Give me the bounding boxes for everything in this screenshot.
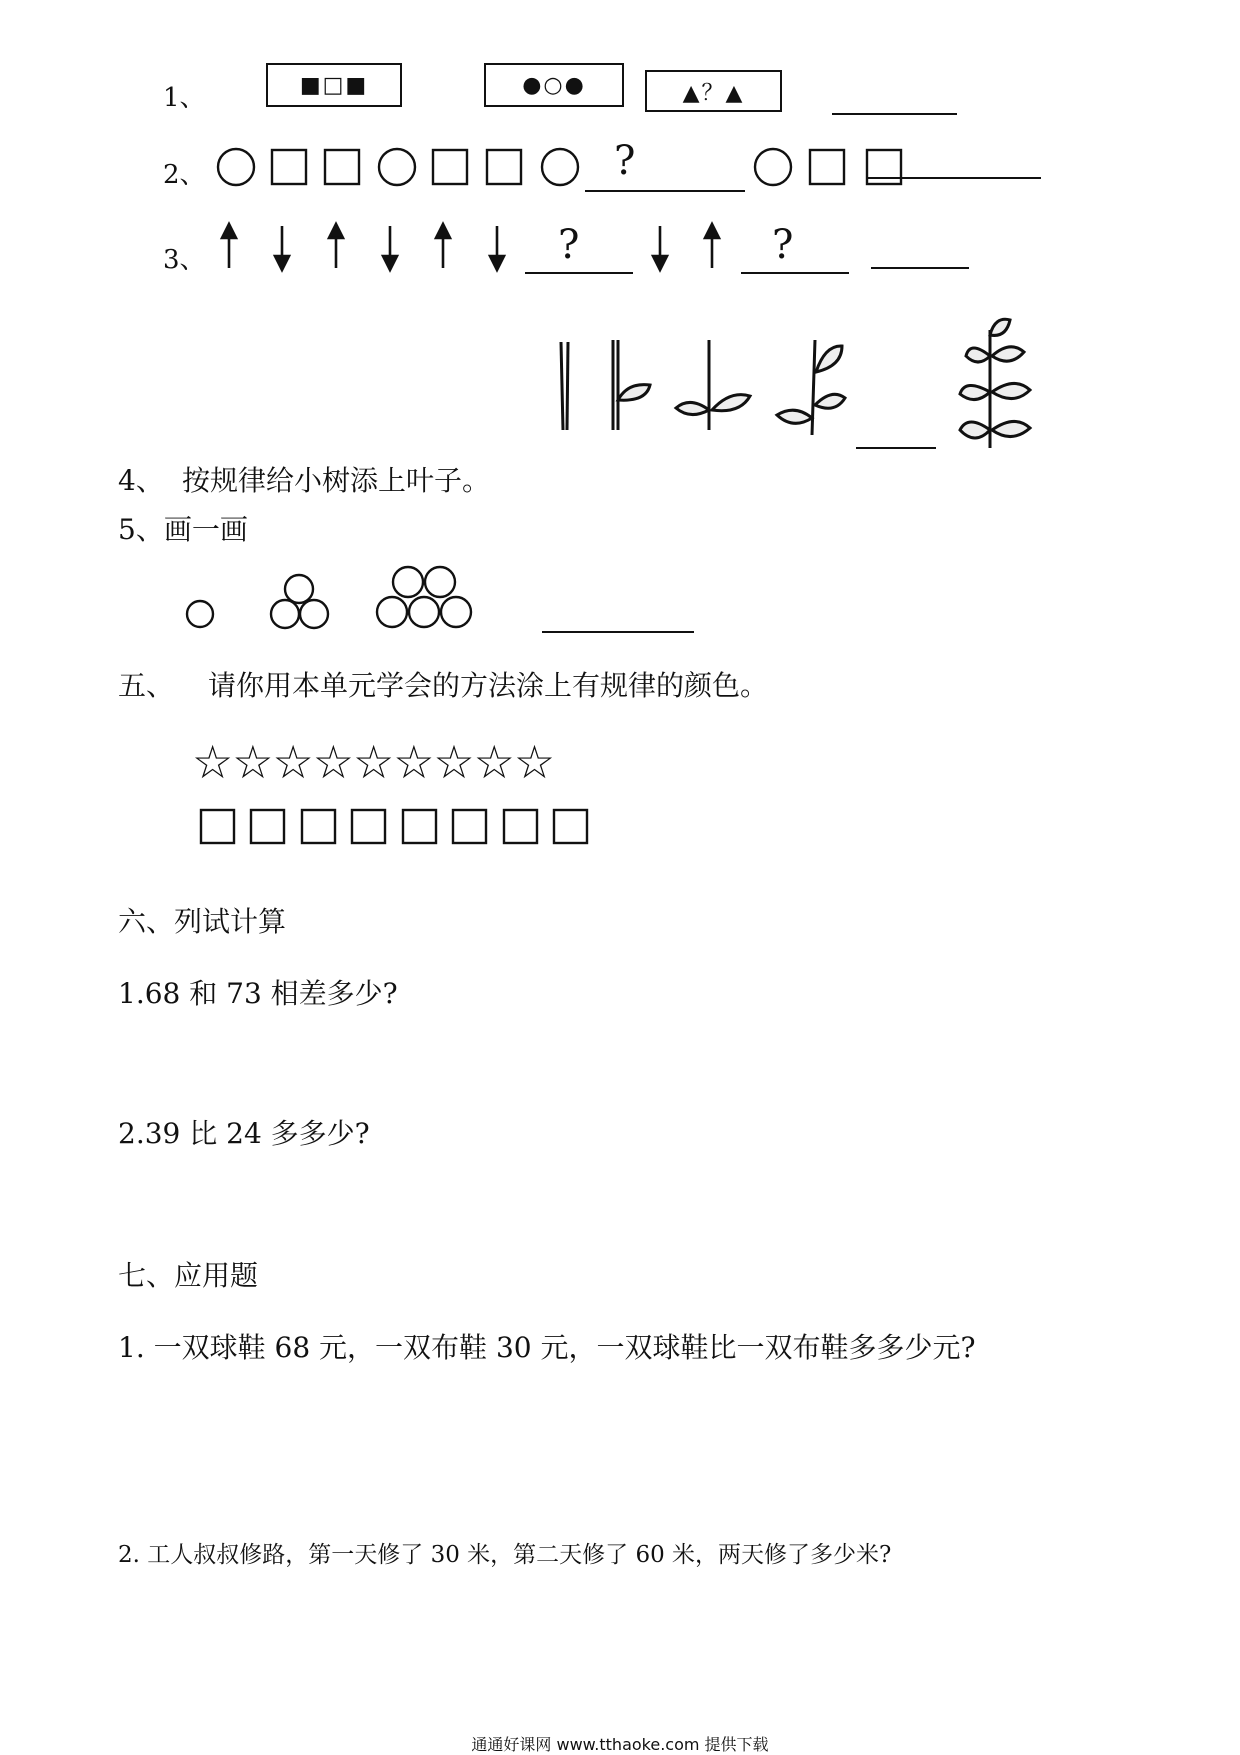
pattern-box-3: ▲？▲ xyxy=(645,70,782,112)
section6-title: 六、列试计算 xyxy=(118,905,287,938)
section5-text: 请你用本单元学会的方法涂上有规律的颜色。 xyxy=(208,669,769,702)
q3-label: 3、 xyxy=(163,245,206,275)
section6-q1: 1.68 和 73 相差多少? xyxy=(118,977,398,1010)
star-row[interactable]: ☆☆☆☆☆☆☆☆☆ xyxy=(192,735,555,789)
q2-label: 2、 xyxy=(163,160,206,190)
q4-text: 按规律给小树添上叶子。 xyxy=(182,464,491,497)
section5-label: 五、 xyxy=(118,669,175,702)
q3-question-mark-1: ? xyxy=(558,222,580,268)
section7-q2: 2. 工人叔叔修路，第一天修了 30 米，第二天修了 60 米，两天修了多少米? xyxy=(118,1542,892,1568)
q4-label: 4、 xyxy=(118,464,164,497)
square-shape xyxy=(403,810,436,843)
section7-title: 七、应用题 xyxy=(118,1259,259,1292)
square-shape xyxy=(352,810,385,843)
pattern-box-2: ●○● xyxy=(484,63,624,107)
square-shape xyxy=(554,810,587,843)
square-shape xyxy=(251,810,284,843)
section6-q2: 2.39 比 24 多多少? xyxy=(118,1117,370,1150)
q3-question-mark-2: ? xyxy=(772,222,794,268)
q5-label: 5、画一画 xyxy=(118,513,248,546)
square-row[interactable] xyxy=(0,0,1240,860)
footer: 通通好课网 www.tthaoke.com 提供下载 xyxy=(471,1735,769,1754)
square-shape xyxy=(302,810,335,843)
q2-question-mark: ? xyxy=(614,138,636,184)
square-shape xyxy=(504,810,537,843)
pattern-box-1: ■□■ xyxy=(266,63,402,107)
section7-q1: 1. 一双球鞋 68 元，一双布鞋 30 元，一双球鞋比一双布鞋多多少元? xyxy=(118,1331,976,1364)
square-shape xyxy=(453,810,486,843)
square-shape xyxy=(201,810,234,843)
q1-label: 1、 xyxy=(163,83,206,113)
